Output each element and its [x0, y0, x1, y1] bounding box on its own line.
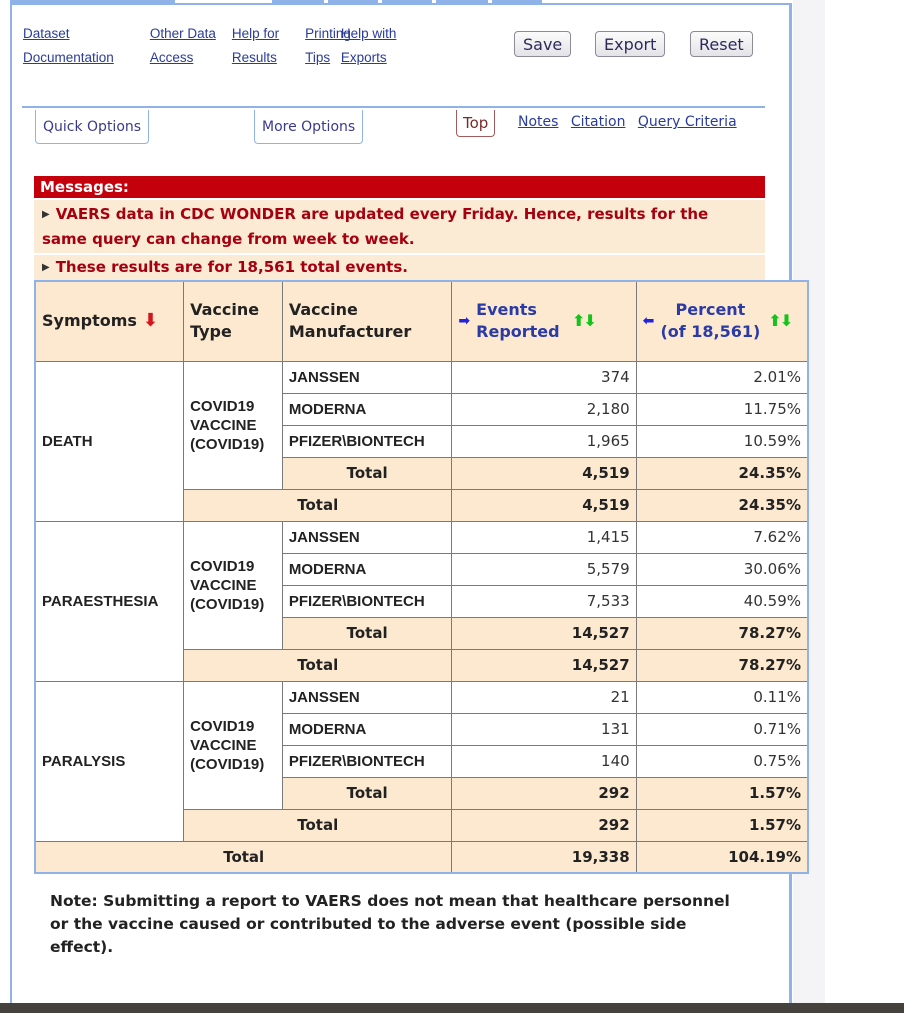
percent-total: 78.27% — [636, 649, 808, 681]
dataset-documentation-link[interactable] — [23, 22, 130, 70]
header-label: Events Reported — [476, 300, 560, 342]
sort-up-down-icon[interactable]: ⬆⬇ — [572, 311, 595, 331]
link-text[interactable]: Other Data — [149, 26, 216, 41]
percent-header — [636, 281, 808, 361]
triangle-bullet-icon: ▶ — [42, 209, 50, 220]
events-cell: 374 — [452, 361, 636, 393]
manufacturer-cell: PFIZER\BIONTECH — [282, 585, 452, 617]
link-text[interactable]: Help for — [231, 26, 280, 41]
events-total: 292 — [452, 777, 636, 809]
total-label: Total — [282, 457, 452, 489]
manufacturer-cell: JANSSEN — [282, 361, 452, 393]
percent-total: 1.57% — [636, 777, 808, 809]
grand-total-percent: 104.19% — [636, 841, 808, 873]
total-label: Total — [184, 649, 452, 681]
manufacturer-cell: MODERNA — [282, 553, 452, 585]
percent-cell: 0.11% — [636, 681, 808, 713]
link-text[interactable]: Tips — [305, 50, 331, 65]
quick-options-tab[interactable]: Quick Options — [35, 110, 149, 144]
percent-cell: 7.62% — [636, 521, 808, 553]
bottom-bar — [0, 1003, 904, 1013]
symptom-cell: DEATH — [35, 361, 184, 521]
vaccine-type-cell: COVID19 VACCINE (COVID19) — [184, 521, 283, 649]
vaccine-type-header: Vaccine Type — [184, 281, 283, 361]
other-data-access-link[interactable] — [150, 22, 232, 70]
message-text: These results are for 18,561 total events. — [55, 258, 408, 276]
events-cell: 140 — [452, 745, 636, 777]
symptom-cell: PARALYSIS — [35, 681, 184, 841]
link-text[interactable]: Printing — [305, 26, 351, 41]
table-row — [35, 361, 808, 393]
manufacturer-cell: JANSSEN — [282, 521, 452, 553]
total-label: Total — [282, 777, 452, 809]
percent-cell: 40.59% — [636, 585, 808, 617]
events-total: 4,519 — [452, 489, 636, 521]
events-total: 4,519 — [452, 457, 636, 489]
events-cell: 7,533 — [452, 585, 636, 617]
manufacturer-cell: PFIZER\BIONTECH — [282, 745, 452, 777]
grand-total-label: Total — [35, 841, 452, 873]
manufacturer-cell: PFIZER\BIONTECH — [282, 425, 452, 457]
message-text: VAERS data in CDC WONDER are updated every Friday. Hence, results for the same query can change from week to week. — [42, 205, 709, 248]
disclaimer-note: Note: Submitting a report to VAERS does not mean that healthcare personnel or the vaccine caused or contributed to the adverse event (possible side effect). — [50, 892, 730, 956]
percent-total: 24.35% — [636, 489, 808, 521]
manufacturer-header: Vaccine Manufacturer — [282, 281, 452, 361]
events-total: 14,527 — [452, 617, 636, 649]
link-text[interactable]: Access — [149, 50, 194, 65]
options-divider — [22, 106, 765, 108]
table-row — [35, 521, 808, 553]
sort-up-down-icon[interactable]: ⬆⬇ — [768, 311, 792, 331]
events-cell: 1,965 — [452, 425, 636, 457]
help-links — [23, 22, 412, 70]
results-table — [34, 280, 809, 874]
percent-cell: 11.75% — [636, 393, 808, 425]
vaccine-type-cell: COVID19 VACCINE (COVID19) — [184, 361, 283, 489]
header-row — [35, 281, 808, 361]
header-label: Symptoms — [42, 311, 137, 331]
table-row — [35, 681, 808, 713]
link-text[interactable]: Exports — [340, 50, 387, 65]
percent-cell: 2.01% — [636, 361, 808, 393]
vaccine-type-cell: COVID19 VACCINE (COVID19) — [184, 681, 283, 809]
manufacturer-cell: JANSSEN — [282, 681, 452, 713]
manufacturer-cell: MODERNA — [282, 393, 452, 425]
symptom-cell: PARAESTHESIA — [35, 521, 184, 681]
symptoms-header[interactable] — [35, 281, 184, 361]
percent-total: 24.35% — [636, 457, 808, 489]
help-with-exports-link[interactable] — [341, 22, 413, 70]
messages-box — [34, 176, 765, 280]
events-reported-header — [452, 281, 636, 361]
total-label: Total — [282, 617, 452, 649]
citation-link[interactable]: Citation — [570, 114, 626, 130]
percent-cell: 0.75% — [636, 745, 808, 777]
right-arrow-icon[interactable]: ➡ — [458, 313, 471, 330]
events-cell: 1,415 — [452, 521, 636, 553]
events-cell: 21 — [452, 681, 636, 713]
link-text[interactable]: Results — [231, 50, 277, 65]
left-arrow-icon[interactable]: ⬅ — [642, 313, 655, 330]
message-item — [34, 200, 765, 253]
help-for-results-link[interactable] — [232, 22, 295, 70]
events-total: 292 — [452, 809, 636, 841]
percent-cell: 0.71% — [636, 713, 808, 745]
link-text[interactable]: Dataset — [23, 26, 70, 41]
messages-header: Messages: — [34, 176, 765, 198]
percent-cell: 30.06% — [636, 553, 808, 585]
reset-button[interactable]: Reset — [690, 31, 753, 57]
events-total: 14,527 — [452, 649, 636, 681]
events-cell: 2,180 — [452, 393, 636, 425]
notes-link[interactable]: Notes — [518, 114, 559, 130]
events-cell: 131 — [452, 713, 636, 745]
grand-total-events: 19,338 — [452, 841, 636, 873]
header-label: Percent (of 18,561) — [660, 300, 761, 342]
export-button[interactable]: Export — [595, 31, 665, 57]
message-item — [34, 255, 765, 280]
query-criteria-link[interactable]: Query Criteria — [637, 114, 737, 130]
percent-cell: 10.59% — [636, 425, 808, 457]
total-label: Total — [184, 809, 452, 841]
manufacturer-cell: MODERNA — [282, 713, 452, 745]
more-options-tab[interactable]: More Options — [254, 110, 363, 144]
events-cell: 5,579 — [452, 553, 636, 585]
section-nav — [518, 114, 745, 130]
triangle-bullet-icon: ▶ — [42, 262, 50, 273]
percent-total: 78.27% — [636, 617, 808, 649]
link-text[interactable]: Help with — [340, 26, 397, 41]
top-link[interactable]: Top — [456, 110, 495, 137]
link-text[interactable]: Documentation — [23, 50, 114, 65]
percent-total: 1.57% — [636, 809, 808, 841]
save-button[interactable]: Save — [514, 31, 571, 57]
grand-total-row — [35, 841, 808, 873]
total-label: Total — [184, 489, 452, 521]
sort-down-arrow-icon[interactable]: ⬇ — [142, 310, 159, 332]
